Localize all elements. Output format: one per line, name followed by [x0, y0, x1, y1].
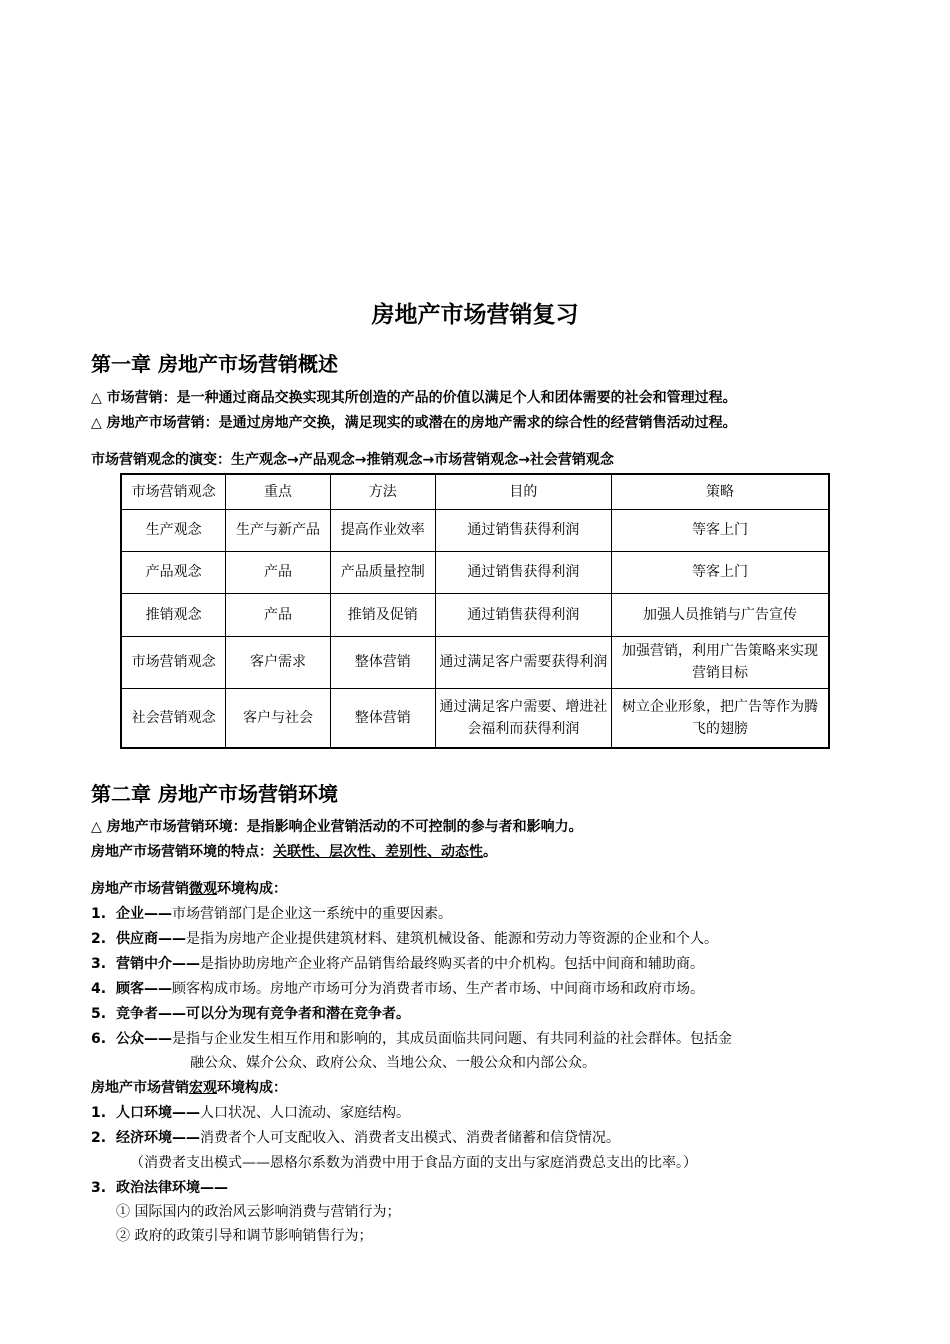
macro-item: [91, 1128, 620, 1148]
item-number: 1.: [91, 1105, 107, 1121]
table-cell: 加强人员推销与广告宣传: [612, 593, 829, 636]
item-number: 3.: [91, 1180, 107, 1196]
micro-item: [91, 1029, 732, 1049]
table-cell: 客户需求: [226, 636, 331, 688]
table-cell: 通过满足客户需要、增进社会福利而获得利润: [435, 688, 612, 748]
table-header-row: [121, 474, 829, 509]
micro-environment-heading: [91, 879, 287, 899]
item-desc: 是指为房地产企业提供建筑材料、建筑机械设备、能源和劳动力等资源的企业和个人。: [186, 931, 718, 947]
item-key: 供应商——: [116, 931, 186, 947]
table-header-cell: 重点: [226, 474, 331, 509]
table-cell: 整体营销: [330, 636, 435, 688]
table-cell: 客户与社会: [226, 688, 331, 748]
macro-environment-heading: [91, 1078, 287, 1098]
table-row: [121, 551, 829, 593]
micro-item-continuation: 融公众、媒介公众、政府公众、当地公众、一般公众和内部公众。: [190, 1055, 596, 1071]
table-header-cell: 方法: [330, 474, 435, 509]
item-desc: 是指与企业发生相互作用和影响的，其成员面临共同问题、有共同利益的社会群体。包括金: [172, 1031, 732, 1047]
item-desc: 消费者个人可支配收入、消费者支出模式、消费者储蓄和信贷情况。: [200, 1130, 620, 1146]
table-row: [121, 509, 829, 551]
item-number: 4.: [91, 981, 107, 997]
item-number: 6.: [91, 1031, 107, 1047]
micro-item: [91, 904, 452, 924]
table-cell: 生产与新产品: [226, 509, 331, 551]
micro-heading-key: 微观: [189, 881, 217, 897]
table-cell: 加强营销，利用广告策略来实现营销目标: [612, 636, 829, 688]
item-key: 企业——: [116, 906, 172, 922]
table-header-cell: 市场营销观念: [121, 474, 226, 509]
item-desc: 人口状况、人口流动、家庭结构。: [200, 1105, 410, 1121]
table-cell: 通过销售获得利润: [435, 593, 612, 636]
table-cell: 产品质量控制: [330, 551, 435, 593]
table-cell: 产品观念: [121, 551, 226, 593]
table-cell: 推销及促销: [330, 593, 435, 636]
definition-environment: △ 房地产市场营销环境：是指影响企业营销活动的不可控制的参与者和影响力。: [91, 819, 583, 835]
item-number: 3.: [91, 956, 107, 972]
micro-item: [91, 929, 718, 949]
item-key: 营销中介——: [116, 956, 200, 972]
macro-heading-key: 宏观: [189, 1080, 217, 1096]
table-row: [121, 688, 829, 748]
macro-subitem: ② 政府的政策引导和调节影响销售行为；: [116, 1228, 373, 1244]
table-cell: 等客上门: [612, 551, 829, 593]
macro-note: （消费者支出模式——恩格尔系数为消费中用于食品方面的支出与家庭消费总支出的比率。）: [130, 1155, 697, 1171]
table-cell: 通过销售获得利润: [435, 551, 612, 593]
table-header-cell: 策略: [612, 474, 829, 509]
table-row: [121, 593, 829, 636]
item-number: 2.: [91, 931, 107, 947]
table-cell: 产品: [226, 551, 331, 593]
macro-heading-post: 环境构成：: [217, 1080, 287, 1096]
table-cell: 社会营销观念: [121, 688, 226, 748]
marketing-concepts-table: [120, 473, 830, 749]
micro-item: [91, 979, 704, 999]
table-cell: 整体营销: [330, 688, 435, 748]
macro-item: [91, 1178, 228, 1198]
micro-item: [91, 1004, 410, 1024]
document-title: 房地产市场营销复习: [371, 302, 579, 328]
table-cell: 市场营销观念: [121, 636, 226, 688]
chapter-1-heading: 第一章 房地产市场营销概述: [91, 352, 338, 376]
item-key: 政治法律环境——: [116, 1180, 228, 1196]
table-cell: 树立企业形象，把广告等作为腾飞的翅膀: [612, 688, 829, 748]
micro-item: [91, 954, 704, 974]
table-cell: 推销观念: [121, 593, 226, 636]
item-desc: 是指协助房地产企业将产品销售给最终购买者的中介机构。包括中间商和辅助商。: [200, 956, 704, 972]
table-header-cell: 目的: [435, 474, 612, 509]
table-cell: 通过销售获得利润: [435, 509, 612, 551]
table-cell: 生产观念: [121, 509, 226, 551]
features-end: 。: [483, 844, 497, 860]
features-label: 房地产市场营销环境的特点：: [91, 844, 273, 860]
table-cell: 提高作业效率: [330, 509, 435, 551]
environment-features: [91, 842, 497, 862]
item-desc: 顾客构成市场。房地产市场可分为消费者市场、生产者市场、中间商市场和政府市场。: [172, 981, 704, 997]
item-number: 2.: [91, 1130, 107, 1146]
micro-heading-post: 环境构成：: [217, 881, 287, 897]
features-list: 关联性、层次性、差别性、动态性: [273, 844, 483, 860]
table-cell: 通过满足客户需要获得利润: [435, 636, 612, 688]
macro-item: [91, 1103, 410, 1123]
definition-real-estate-marketing: △ 房地产市场营销：是通过房地产交换，满足现实的或潜在的房地产需求的综合性的经营销售活动过程。: [91, 415, 737, 431]
macro-heading-pre: 房地产市场营销: [91, 1080, 189, 1096]
item-key: 人口环境——: [116, 1105, 200, 1121]
item-key: 经济环境——: [116, 1130, 200, 1146]
micro-heading-pre: 房地产市场营销: [91, 881, 189, 897]
chapter-2-heading: 第二章 房地产市场营销环境: [91, 782, 338, 806]
item-desc: 市场营销部门是企业这一系统中的重要因素。: [172, 906, 452, 922]
table-cell: 等客上门: [612, 509, 829, 551]
concept-evolution: 市场营销观念的演变：生产观念→产品观念→推销观念→市场营销观念→社会营销观念: [91, 452, 614, 468]
table-cell: 产品: [226, 593, 331, 636]
table-row: [121, 636, 829, 688]
item-key: 公众——: [116, 1031, 172, 1047]
item-number: 5.: [91, 1006, 107, 1022]
macro-subitem: ① 国际国内的政治风云影响消费与营销行为；: [116, 1204, 401, 1220]
item-number: 1.: [91, 906, 107, 922]
item-key: 竞争者——可以分为现有竞争者和潜在竞争者。: [116, 1006, 410, 1022]
definition-marketing: △ 市场营销：是一种通过商品交换实现其所创造的产品的价值以满足个人和团体需要的社会和管理过程。: [91, 390, 737, 406]
item-key: 顾客——: [116, 981, 172, 997]
